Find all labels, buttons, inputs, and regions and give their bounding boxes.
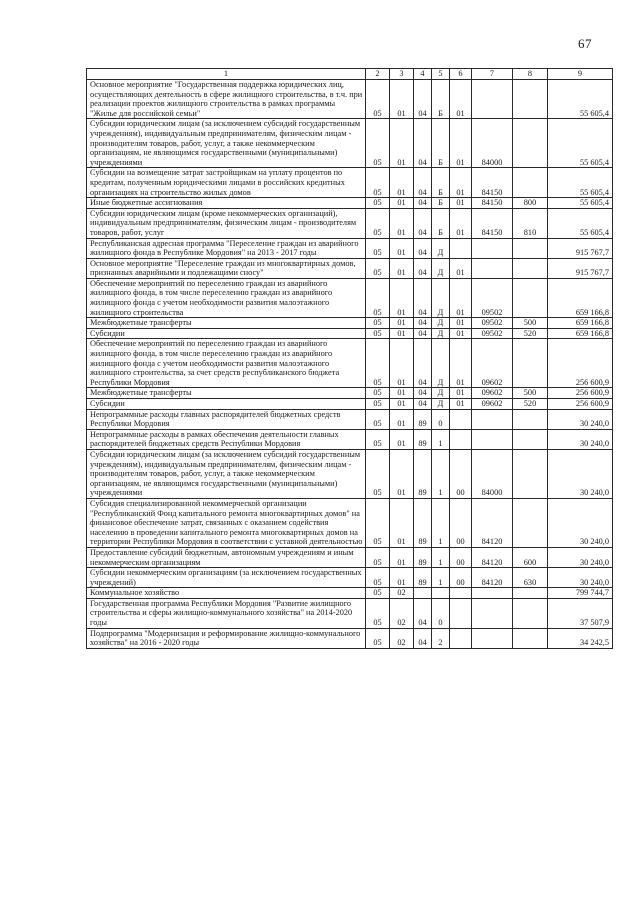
row-expense-type: 800 xyxy=(513,198,548,209)
row-amount: 30 240,0 xyxy=(548,409,613,429)
table-row xyxy=(87,399,613,410)
row-amount: 30 240,0 xyxy=(548,568,613,588)
row-program: 04 xyxy=(414,238,432,258)
row-expense-type: 810 xyxy=(513,208,548,238)
table-row xyxy=(87,598,613,628)
row-direction xyxy=(472,238,513,258)
row-amount: 30 240,0 xyxy=(548,498,613,547)
row-name: Основное мероприятие "Переселение граждан из многоквартирных домов, признанных аварийными и подлежащими сносу" xyxy=(87,258,366,278)
row-name: Субсидия специализированной некоммерческой организации "Республиканский Фонд капитального ремонта многоквартирных домов" на финансовое обеспечение затрат, связанных с оказанием содействия населению в проведении капитального ремонта многоквартирных домов на территории Республики Мордовия в соответствии с уставной деятельностью xyxy=(87,498,366,547)
row-subsection: 02 xyxy=(390,588,414,599)
row-amount: 799 744,7 xyxy=(548,588,613,599)
row-activity: 01 xyxy=(450,80,472,119)
row-amount: 256 600,9 xyxy=(548,399,613,410)
row-section: 05 xyxy=(366,388,390,399)
budget-table xyxy=(86,68,613,649)
table-row xyxy=(87,168,613,198)
row-amount: 30 240,0 xyxy=(548,547,613,567)
row-expense-type: 520 xyxy=(513,328,548,339)
row-amount: 55 605,4 xyxy=(548,198,613,209)
row-amount: 37 507,9 xyxy=(548,598,613,628)
row-program: 89 xyxy=(414,547,432,567)
row-subsection: 01 xyxy=(390,168,414,198)
row-direction: 09502 xyxy=(472,318,513,329)
row-direction: 09502 xyxy=(472,278,513,317)
row-amount: 30 240,0 xyxy=(548,429,613,449)
row-expense-type: 500 xyxy=(513,388,548,399)
row-section: 05 xyxy=(366,318,390,329)
row-program: 89 xyxy=(414,568,432,588)
row-program: 04 xyxy=(414,318,432,329)
table-row xyxy=(87,388,613,399)
row-direction: 84000 xyxy=(472,119,513,168)
row-name: Субсидии юридическим лицам (кроме некоммерческих организаций), индивидуальным предпринимателям, физическим лицам - производителям товаров, работ, услуг xyxy=(87,208,366,238)
row-subsection: 01 xyxy=(390,278,414,317)
row-section: 05 xyxy=(366,168,390,198)
row-subsection: 01 xyxy=(390,80,414,119)
row-program: 04 xyxy=(414,339,432,388)
row-expense-type xyxy=(513,258,548,278)
row-amount: 256 600,9 xyxy=(548,339,613,388)
row-program: 89 xyxy=(414,449,432,498)
row-direction: 09602 xyxy=(472,388,513,399)
row-activity: 00 xyxy=(450,547,472,567)
row-expense-type xyxy=(513,449,548,498)
row-activity: 01 xyxy=(450,328,472,339)
row-expense-type xyxy=(513,628,548,648)
row-amount: 659 166,8 xyxy=(548,318,613,329)
row-subprogram: 1 xyxy=(432,498,450,547)
row-direction xyxy=(472,80,513,119)
row-program: 89 xyxy=(414,498,432,547)
row-program: 04 xyxy=(414,278,432,317)
table-row xyxy=(87,628,613,648)
row-expense-type xyxy=(513,168,548,198)
column-header-subprogram: 5 xyxy=(432,69,450,80)
row-amount: 659 166,8 xyxy=(548,328,613,339)
column-header-name: 1 xyxy=(87,69,366,80)
row-section: 05 xyxy=(366,258,390,278)
row-subprogram: Б xyxy=(432,208,450,238)
row-activity xyxy=(450,588,472,599)
row-subprogram: Б xyxy=(432,119,450,168)
table-row xyxy=(87,318,613,329)
row-name: Коммунальное хозяйство xyxy=(87,588,366,599)
row-name: Межбюджетные трансферты xyxy=(87,388,366,399)
row-amount: 30 240,0 xyxy=(548,449,613,498)
row-activity: 01 xyxy=(450,258,472,278)
row-amount: 55 605,4 xyxy=(548,168,613,198)
row-subsection: 01 xyxy=(390,568,414,588)
row-direction xyxy=(472,628,513,648)
row-subsection: 01 xyxy=(390,119,414,168)
row-name: Субсидии некоммерческим организациям (за исключением государственных учреждений) xyxy=(87,568,366,588)
row-subsection: 01 xyxy=(390,409,414,429)
row-subprogram: 1 xyxy=(432,429,450,449)
row-section: 05 xyxy=(366,238,390,258)
row-expense-type: 600 xyxy=(513,547,548,567)
row-amount: 34 242,5 xyxy=(548,628,613,648)
page-number: 67 xyxy=(578,36,592,51)
row-subsection: 01 xyxy=(390,238,414,258)
row-name: Субсидии на возмещение затрат застройщикам на уплату процентов по кредитам, полученным юридическими лицами в российских кредитных организациях на строительство жилых домов xyxy=(87,168,366,198)
row-subsection: 01 xyxy=(390,547,414,567)
table-row xyxy=(87,449,613,498)
row-direction: 84120 xyxy=(472,547,513,567)
row-expense-type xyxy=(513,498,548,547)
table-row xyxy=(87,409,613,429)
row-name: Обеспечение мероприятий по переселению граждан из аварийного жилищного фонда, в том числе переселению граждан из аварийного жилищного фонда с учетом необходимости развития малоэтажного жилищного строительства, за счет средств республиканского бюджета Республики Мордовия xyxy=(87,339,366,388)
row-subsection: 01 xyxy=(390,339,414,388)
row-subprogram: Д xyxy=(432,238,450,258)
row-name: Непрограммные расходы в рамках обеспечения деятельности главных распорядителей бюджетных средств Республики Мордовия xyxy=(87,429,366,449)
row-program: 04 xyxy=(414,628,432,648)
row-program: 04 xyxy=(414,208,432,238)
row-section: 05 xyxy=(366,429,390,449)
column-header-expense-type: 8 xyxy=(513,69,548,80)
column-header-activity: 6 xyxy=(450,69,472,80)
row-activity: 01 xyxy=(450,318,472,329)
row-expense-type xyxy=(513,278,548,317)
row-section: 05 xyxy=(366,498,390,547)
row-program: 04 xyxy=(414,168,432,198)
row-section: 05 xyxy=(366,80,390,119)
row-name: Субсидии xyxy=(87,328,366,339)
row-program: 04 xyxy=(414,388,432,399)
row-subprogram: Б xyxy=(432,168,450,198)
row-expense-type xyxy=(513,80,548,119)
row-activity: 01 xyxy=(450,208,472,238)
row-subprogram: Д xyxy=(432,388,450,399)
column-header-amount: 9 xyxy=(548,69,613,80)
row-subprogram: 1 xyxy=(432,449,450,498)
row-subsection: 02 xyxy=(390,628,414,648)
table-row xyxy=(87,547,613,567)
row-subsection: 01 xyxy=(390,208,414,238)
row-direction: 84150 xyxy=(472,168,513,198)
row-amount: 55 605,4 xyxy=(548,80,613,119)
row-section: 05 xyxy=(366,628,390,648)
row-name: Иные бюджетные ассигнования xyxy=(87,198,366,209)
table-row xyxy=(87,208,613,238)
row-expense-type xyxy=(513,238,548,258)
row-program: 89 xyxy=(414,409,432,429)
row-name: Субсидии юридическим лицам (за исключением субсидий государственным учреждениям), индивидуальным предпринимателям, физическим лицам - производителям товаров, работ, услуг, а также некоммерческим организациям, не являющимся государственными (муниципальными) учреждениями xyxy=(87,449,366,498)
row-direction: 84120 xyxy=(472,498,513,547)
row-subsection: 02 xyxy=(390,598,414,628)
row-name: Предоставление субсидий бюджетным, автономным учреждениям и иным некоммерческим организациям xyxy=(87,547,366,567)
row-section: 05 xyxy=(366,198,390,209)
row-amount: 55 605,4 xyxy=(548,119,613,168)
row-program: 89 xyxy=(414,429,432,449)
row-subprogram: Д xyxy=(432,278,450,317)
row-expense-type xyxy=(513,409,548,429)
table-row xyxy=(87,498,613,547)
row-name: Подпрограмма "Модернизация и реформирование жилищно-коммунального хозяйства" на 2016 - 2020 годы xyxy=(87,628,366,648)
row-subprogram: 1 xyxy=(432,568,450,588)
row-expense-type xyxy=(513,588,548,599)
row-subprogram: Д xyxy=(432,318,450,329)
row-direction: 84120 xyxy=(472,568,513,588)
row-name: Субсидии юридическим лицам (за исключением субсидий государственным учреждениям), индивидуальным предпринимателям, физическим лицам - производителям товаров, работ, услуг, а также некоммерческим организациям, не являющимся государственными (муниципальными) учреждениями xyxy=(87,119,366,168)
row-name: Основное мероприятие "Государственная поддержка юридических лиц, осуществляющих деятельность в сфере жилищного строительства, в т.ч. при реализации проектов жилищного строительства в рамках программы "Жилье для российской семьи" xyxy=(87,80,366,119)
column-header-program: 4 xyxy=(414,69,432,80)
row-amount: 256 600,9 xyxy=(548,388,613,399)
row-subsection: 01 xyxy=(390,429,414,449)
table-row xyxy=(87,198,613,209)
column-header-subsection: 3 xyxy=(390,69,414,80)
row-direction: 84150 xyxy=(472,208,513,238)
table-row xyxy=(87,278,613,317)
row-subprogram: Б xyxy=(432,198,450,209)
row-activity: 01 xyxy=(450,399,472,410)
row-subsection: 01 xyxy=(390,318,414,329)
row-name: Субсидии xyxy=(87,399,366,410)
row-name: Межбюджетные трансферты xyxy=(87,318,366,329)
row-subsection: 01 xyxy=(390,399,414,410)
row-program xyxy=(414,588,432,599)
table-row xyxy=(87,328,613,339)
row-program: 04 xyxy=(414,119,432,168)
row-section: 05 xyxy=(366,399,390,410)
column-header-direction: 7 xyxy=(472,69,513,80)
row-section: 05 xyxy=(366,208,390,238)
row-activity: 01 xyxy=(450,339,472,388)
table-row xyxy=(87,588,613,599)
row-activity: 00 xyxy=(450,568,472,588)
row-subsection: 01 xyxy=(390,198,414,209)
table-row xyxy=(87,568,613,588)
row-subsection: 01 xyxy=(390,498,414,547)
row-activity: 01 xyxy=(450,198,472,209)
row-subprogram: 0 xyxy=(432,409,450,429)
row-direction xyxy=(472,429,513,449)
row-section: 05 xyxy=(366,547,390,567)
column-header-section: 2 xyxy=(366,69,390,80)
row-section: 05 xyxy=(366,119,390,168)
row-direction: 84000 xyxy=(472,449,513,498)
row-activity: 00 xyxy=(450,498,472,547)
row-direction: 09602 xyxy=(472,339,513,388)
row-amount: 659 166,8 xyxy=(548,278,613,317)
row-subprogram xyxy=(432,588,450,599)
row-direction xyxy=(472,588,513,599)
row-activity xyxy=(450,238,472,258)
row-direction: 09602 xyxy=(472,399,513,410)
row-amount: 915 767,7 xyxy=(548,238,613,258)
row-expense-type xyxy=(513,598,548,628)
table-row xyxy=(87,238,613,258)
table-row xyxy=(87,339,613,388)
row-expense-type: 520 xyxy=(513,399,548,410)
row-activity: 01 xyxy=(450,388,472,399)
row-program: 04 xyxy=(414,598,432,628)
row-name: Непрограммные расходы главных распорядителей бюджетных средств Республики Мордовия xyxy=(87,409,366,429)
row-subsection: 01 xyxy=(390,388,414,399)
row-section: 05 xyxy=(366,598,390,628)
row-direction: 09502 xyxy=(472,328,513,339)
row-program: 04 xyxy=(414,258,432,278)
row-program: 04 xyxy=(414,399,432,410)
row-activity xyxy=(450,598,472,628)
row-activity: 01 xyxy=(450,168,472,198)
row-activity xyxy=(450,429,472,449)
row-section: 05 xyxy=(366,588,390,599)
row-subprogram: Б xyxy=(432,80,450,119)
row-section: 05 xyxy=(366,568,390,588)
row-subprogram: Д xyxy=(432,258,450,278)
table-row xyxy=(87,119,613,168)
row-expense-type xyxy=(513,339,548,388)
row-direction xyxy=(472,258,513,278)
table-row xyxy=(87,429,613,449)
row-subprogram: Д xyxy=(432,339,450,388)
row-activity: 00 xyxy=(450,449,472,498)
row-subprogram: 2 xyxy=(432,628,450,648)
row-program: 04 xyxy=(414,198,432,209)
row-subsection: 01 xyxy=(390,449,414,498)
row-amount: 55 605,4 xyxy=(548,208,613,238)
row-subsection: 01 xyxy=(390,258,414,278)
row-name: Обеспечение мероприятий по переселению граждан из аварийного жилищного фонда, в том числе переселению граждан из аварийного жилищного фонда с учетом необходимости развития малоэтажного жилищного строительства xyxy=(87,278,366,317)
row-direction xyxy=(472,409,513,429)
row-subprogram: 1 xyxy=(432,547,450,567)
row-activity xyxy=(450,628,472,648)
row-section: 05 xyxy=(366,409,390,429)
row-subprogram: Д xyxy=(432,399,450,410)
row-expense-type: 500 xyxy=(513,318,548,329)
row-direction: 84150 xyxy=(472,198,513,209)
row-subprogram: 0 xyxy=(432,598,450,628)
row-expense-type xyxy=(513,429,548,449)
row-activity: 01 xyxy=(450,278,472,317)
row-subprogram: Д xyxy=(432,328,450,339)
table-row xyxy=(87,258,613,278)
row-section: 05 xyxy=(366,339,390,388)
row-activity: 01 xyxy=(450,119,472,168)
row-name: Республиканская адресная программа "Переселение граждан из аварийного жилищного фонда в Республике Мордовия" на 2013 - 2017 годы xyxy=(87,238,366,258)
column-header-row xyxy=(87,69,613,80)
row-program: 04 xyxy=(414,328,432,339)
row-section: 05 xyxy=(366,449,390,498)
row-direction xyxy=(472,598,513,628)
row-expense-type: 630 xyxy=(513,568,548,588)
table-row xyxy=(87,80,613,119)
row-section: 05 xyxy=(366,278,390,317)
row-program: 04 xyxy=(414,80,432,119)
row-subsection: 01 xyxy=(390,328,414,339)
row-section: 05 xyxy=(366,328,390,339)
row-name: Государственная программа Республики Мордовия "Развитие жилищного строительства и сферы жилищно-коммунального хозяйства" на 2014-2020 годы xyxy=(87,598,366,628)
row-expense-type xyxy=(513,119,548,168)
row-amount: 915 767,7 xyxy=(548,258,613,278)
row-activity xyxy=(450,409,472,429)
